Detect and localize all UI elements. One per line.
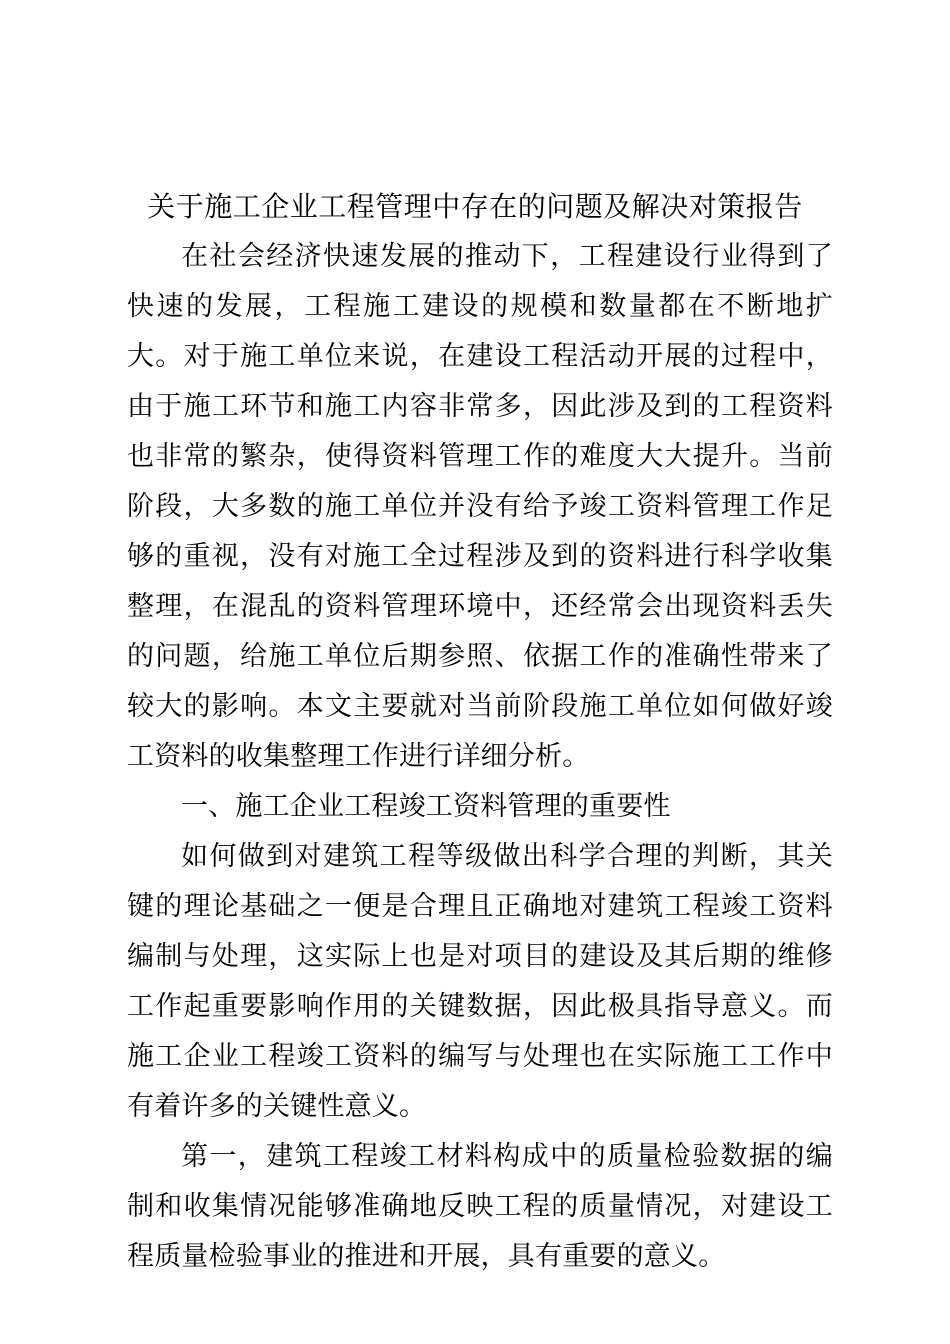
section-heading: 一、施工企业工程竣工资料管理的重要性 [181,791,671,822]
paragraph-intro: 在社会经济快速发展的推动下，工程建设行业得到了快速的发展，工程施工建设的规模和数量都在不断地扩大。对于施工单位来说，在建设工程活动开展的过程中，由于施工环节和施工内容非常多，因此涉及到的工程资料也非常的繁杂，使得资料管理工作的难度大大提升。当前阶段，大多数的施工单位并没有给予竣工资料管理工作足够的重视，没有对施工全过程涉及到的资料进行科学收集整理，在混乱的资料管理环境中，还经常会出现资料丢失的问题，给施工单位后期参照、依据工作的准确性带来了较大的影响。本文主要就对当前阶段施工单位如何做好竣工资料的收集整理工作进行详细分析。 [127,241,833,772]
document-title: 关于施工企业工程管理中存在的问题及解决对策报告 [147,190,803,223]
paragraph-first-point: 第一，建筑工程竣工材料构成中的质量检验数据的编制和收集情况能够准确地反映工程的质量情况，对建设工程质量检验事业的推进和开展，具有重要的意义。 [127,1141,833,1272]
document-body [127,232,833,1282]
paragraph-importance: 如何做到对建筑工程等级做出科学合理的判断，其关键的理论基础之一便是合理且正确地对建筑工程竣工资料编制与处理，这实际上也是对项目的建设及其后期的维修工作起重要影响作用的关键数据，因此极具指导意义。而施工企业工程竣工资料的编写与处理也在实际施工工作中有着许多的关键性意义。 [127,841,833,1122]
